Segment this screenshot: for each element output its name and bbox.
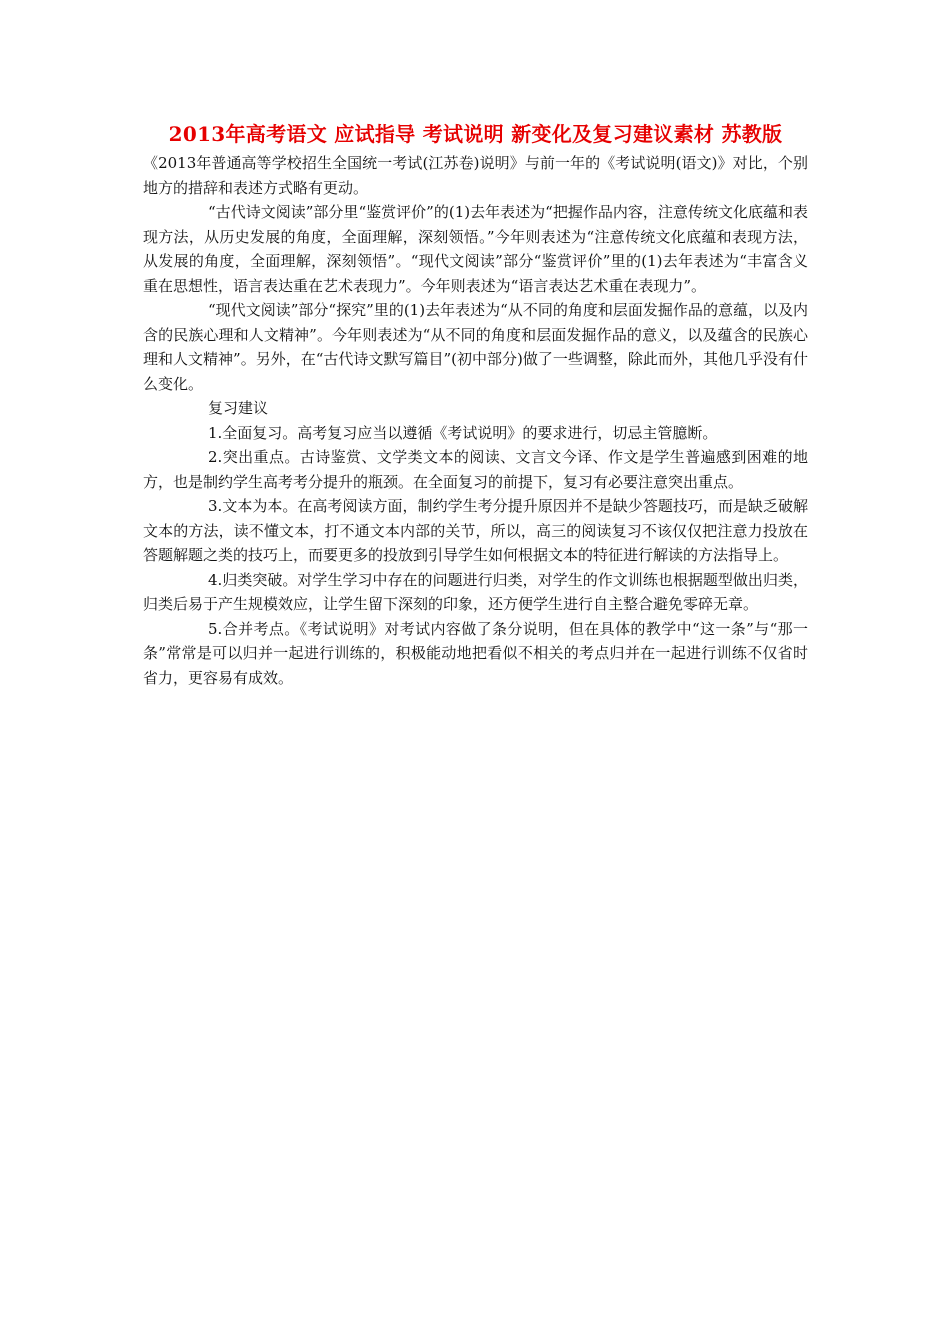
modern-reading-paragraph: “现代文阅读”部分“探究”里的(1)去年表述为“从不同的角度和层面发掘作品的意蕴，以及内含的民族心理和人文精神”。今年则表述为“从不同的角度和层面发掘作品的意义，以及蕴含的民族心理和人文精神”。另外，在“古代诗文默写篇目”(初中部分)做了一些调整，除此而外，其他几乎没有什么变化。: [143, 301, 808, 393]
advice-item-1: 1.全面复习。高考复习应当以遵循《考试说明》的要求进行，切忌主管臆断。: [208, 423, 718, 442]
review-advice-heading: 复习建议: [208, 399, 269, 417]
advice-item-2: 2.突出重点。古诗鉴赏、文学类文本的阅读、文言文今译、作文是学生普遍感到困难的地方，也是制约学生高考考分提升的瓶颈。在全面复习的前提下，复习有必要注意突出重点。: [143, 448, 808, 491]
advice-item-3: 3.文本为本。在高考阅读方面，制约学生考分提升原因并不是缺少答题技巧，而是缺乏破解文本的方法，读不懂文本，打不通文本内部的关节，所以，高三的阅读复习不该仅仅把注意力投放在答题解题之类的技巧上，而要更多的投放到引导学生如何根据文本的特征进行解读的方法指导上。: [143, 497, 808, 564]
advice-item-5: 5.合并考点。《考试说明》对考试内容做了条分说明，但在具体的教学中“这一条”与“那一条”常常是可以归并一起进行训练的，积极能动地把看似不相关的考点归并在一起进行训练不仅省时省力，更容易有成效。: [143, 619, 808, 687]
document-page: [143, 122, 808, 690]
advice-item-4: 4.归类突破。对学生学习中存在的问题进行归类，对学生的作文训练也根据题型做出归类，归类后易于产生规模效应，让学生留下深刻的印象，还方便学生进行自主整合避免零碎无章。: [143, 570, 808, 613]
intro-paragraph: 《2013年普通高等学校招生全国统一考试(江苏卷)说明》与前一年的《考试说明(语文)》对比，个别地方的措辞和表述方式略有更动。: [143, 154, 808, 197]
document-title: 2013年高考语文 应试指导 考试说明 新变化及复习建议素材 苏教版: [168, 122, 783, 146]
ancient-poetry-paragraph: “古代诗文阅读”部分里“鉴赏评价”的(1)去年表述为“把握作品内容，注意传统文化底蕴和表现方法，从历史发展的角度，全面理解，深刻领悟。”今年则表述为“注意传统文化底蕴和表现方法，从发展的角度，全面理解，深刻领悟”。“现代文阅读”部分“鉴赏评价”里的(1)去年表述为“丰富含义重在思想性，语言表达重在艺术表现力”。今年则表述为“语言表达艺术重在表现力”。: [143, 203, 808, 295]
